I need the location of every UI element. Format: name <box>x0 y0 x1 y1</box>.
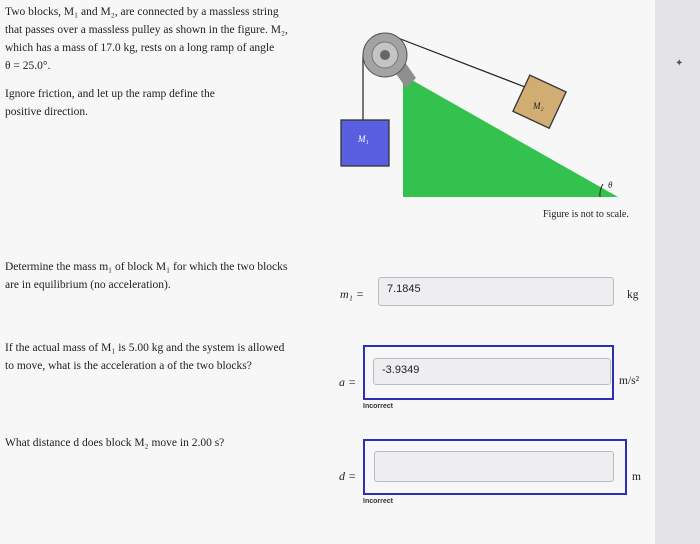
m2-label: M₂ <box>533 101 544 111</box>
pulley-axle <box>380 50 390 60</box>
expand-arrow-icon[interactable]: ✦ <box>675 58 684 69</box>
q3-line-1: What distance d does block M₂ move in 2.00 s? <box>5 437 225 449</box>
ramp-shape <box>403 75 618 197</box>
m1-label: M₁ <box>358 134 369 144</box>
right-scroll-strip <box>655 0 700 544</box>
q2-line-2: to move, what is the acceleration a of the two blocks? <box>5 360 252 372</box>
q2-variable-label: a = <box>339 375 357 389</box>
distance-answer-input[interactable] <box>374 451 614 482</box>
intro-line-2: that passes over a massless pulley as shown in the figure. M₂, <box>5 24 288 36</box>
q1-line-2: are in equilibrium (no acceleration). <box>5 279 171 291</box>
q2-unit: m/s² <box>619 375 640 387</box>
figure-caption: Figure is not to scale. <box>543 209 629 220</box>
q3-incorrect-status: Incorrect <box>363 498 393 505</box>
intro-line-1: Two blocks, M₁ and M₂, are connected by a massless string <box>5 6 279 18</box>
q1-variable-label: m₁ = <box>340 287 364 301</box>
theta-label: θ <box>608 180 613 190</box>
intro-line-3: which has a mass of 17.0 kg, rests on a long ramp of angle <box>5 42 275 54</box>
q3-variable-label: d = <box>339 469 357 483</box>
m1-answer-input[interactable]: 7.1845 <box>378 277 614 306</box>
intro-line-4: θ = 25.0°. <box>5 60 51 72</box>
q2-line-1: If the actual mass of M₁ is 5.00 kg and the system is allowed <box>5 342 285 354</box>
q1-unit: kg <box>627 289 639 301</box>
pulley-ramp-figure <box>0 0 655 240</box>
q1-line-1: Determine the mass m₁ of block M₁ for which the two blocks <box>5 261 288 273</box>
q2-incorrect-status: Incorrect <box>363 403 393 410</box>
intro-line-5: Ignore friction, and let up the ramp define the <box>5 88 215 100</box>
q3-unit: m <box>632 471 641 483</box>
intro-line-6: positive direction. <box>5 106 89 118</box>
acceleration-answer-input[interactable]: -3.9349 <box>373 358 611 385</box>
